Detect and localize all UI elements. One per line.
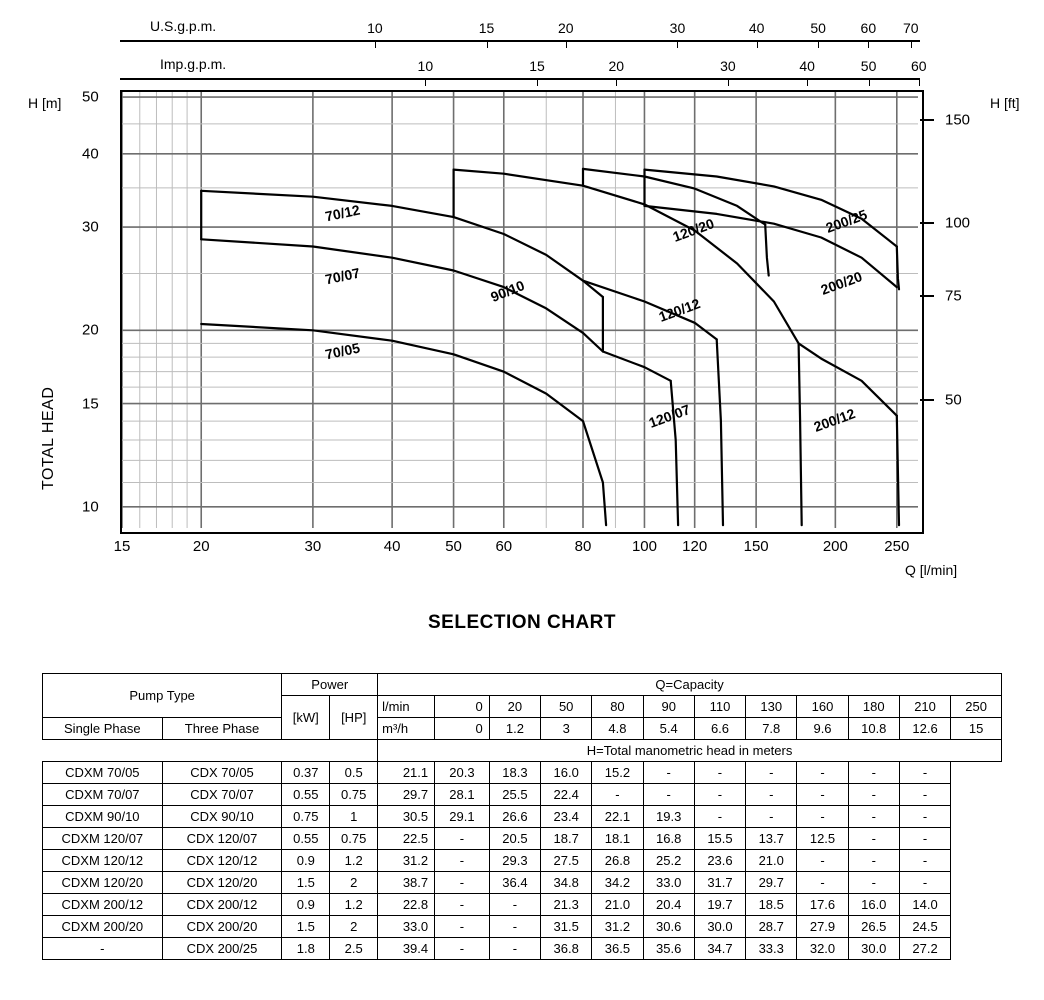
cell-three-phase: CDX 120/12 bbox=[162, 850, 282, 872]
scale-tick-label: 60 bbox=[911, 58, 927, 74]
y-tick-mark-right bbox=[920, 295, 934, 297]
scale-tick-label: 10 bbox=[367, 20, 383, 36]
scale-tick-label: 15 bbox=[478, 20, 495, 36]
y-tick-label-left: 20 bbox=[82, 321, 99, 339]
cell-head: - bbox=[643, 784, 694, 806]
capacity-m3h-value: 3 bbox=[541, 718, 592, 740]
cell-hp: 2 bbox=[330, 872, 378, 894]
us-gpm-scale-label: U.S.g.p.m. bbox=[150, 18, 217, 34]
cell-head: 18.1 bbox=[592, 828, 643, 850]
cell-head: 21.0 bbox=[746, 850, 797, 872]
y-tick-label-left: 15 bbox=[82, 395, 99, 413]
cell-head: - bbox=[435, 916, 490, 938]
capacity-lmin-value: 130 bbox=[746, 696, 797, 718]
cell-head: - bbox=[489, 938, 540, 960]
x-tick-label: 50 bbox=[445, 538, 462, 555]
cell-head: - bbox=[746, 784, 797, 806]
cell-head: 25.5 bbox=[489, 784, 540, 806]
capacity-m3h-value: 5.4 bbox=[643, 718, 694, 740]
cell-three-phase: CDX 200/25 bbox=[162, 938, 282, 960]
header-three-phase: Three Phase bbox=[162, 718, 282, 740]
cell-head: 20.5 bbox=[489, 828, 540, 850]
cell-head: 18.5 bbox=[746, 894, 797, 916]
cell-head: 28.1 bbox=[435, 784, 490, 806]
cell-head: 16.0 bbox=[848, 894, 899, 916]
x-tick-label: 200 bbox=[822, 538, 848, 555]
selection-chart-table-wrap bbox=[42, 673, 1002, 960]
table-row[interactable] bbox=[43, 850, 1002, 872]
cell-head: 38.7 bbox=[378, 872, 435, 894]
y-tick-mark-right bbox=[920, 222, 934, 224]
capacity-m3h-value: 7.8 bbox=[746, 718, 797, 740]
cell-head: 27.9 bbox=[797, 916, 848, 938]
cell-head: - bbox=[899, 828, 950, 850]
scale-tick bbox=[818, 40, 819, 48]
header-m3h: m³/h bbox=[378, 718, 435, 740]
header-single-phase: Single Phase bbox=[43, 718, 163, 740]
capacity-lmin-value: 180 bbox=[848, 696, 899, 718]
capacity-lmin-value: 20 bbox=[489, 696, 540, 718]
curve-label: 120/12 bbox=[656, 295, 703, 325]
cell-single-phase: - bbox=[43, 938, 163, 960]
cell-head: - bbox=[435, 828, 490, 850]
table-header-row-m3h bbox=[43, 718, 1002, 740]
cell-head: 34.7 bbox=[694, 938, 745, 960]
scale-tick-label: 15 bbox=[529, 58, 545, 74]
capacity-m3h-value: 0 bbox=[435, 718, 490, 740]
cell-head: - bbox=[694, 762, 745, 784]
cell-head: - bbox=[797, 850, 848, 872]
curve-label: 70/12 bbox=[323, 201, 362, 225]
cell-head: 22.4 bbox=[541, 784, 592, 806]
cell-hp: 2 bbox=[330, 916, 378, 938]
x-tick-label: 30 bbox=[304, 538, 322, 555]
cell-head: 20.4 bbox=[643, 894, 694, 916]
cell-head: 26.8 bbox=[592, 850, 643, 872]
header-kw: [kW] bbox=[282, 696, 330, 740]
scale-tick bbox=[911, 40, 912, 48]
capacity-lmin-value: 210 bbox=[899, 696, 950, 718]
imp-gpm-axis-line bbox=[120, 78, 920, 80]
curves-svg bbox=[122, 92, 918, 528]
x-tick-label: 80 bbox=[574, 538, 592, 555]
performance-curves-plot bbox=[120, 90, 924, 534]
cell-head: 15.2 bbox=[592, 762, 643, 784]
scale-tick-label: 50 bbox=[810, 20, 826, 36]
cell-head: - bbox=[848, 784, 899, 806]
cell-hp: 2.5 bbox=[330, 938, 378, 960]
scale-tick bbox=[869, 78, 870, 86]
capacity-m3h-value: 10.8 bbox=[848, 718, 899, 740]
y-tick-label-right: 50 bbox=[945, 391, 962, 408]
cell-head: 33.0 bbox=[643, 872, 694, 894]
capacity-lmin-value: 0 bbox=[435, 696, 490, 718]
scale-tick bbox=[807, 78, 808, 86]
table-row[interactable] bbox=[43, 762, 1002, 784]
cell-head: - bbox=[435, 850, 490, 872]
cell-head: 21.1 bbox=[378, 762, 435, 784]
header-pump-type: Pump Type bbox=[43, 674, 282, 718]
capacity-m3h-value: 9.6 bbox=[797, 718, 848, 740]
performance-curve bbox=[765, 225, 769, 276]
cell-head: - bbox=[848, 828, 899, 850]
cell-head: - bbox=[797, 806, 848, 828]
x-tick-label: 60 bbox=[495, 538, 513, 555]
cell-single-phase: CDXM 70/07 bbox=[43, 784, 163, 806]
cell-head: 30.0 bbox=[694, 916, 745, 938]
curve-label: 90/10 bbox=[488, 277, 527, 305]
cell-head: 34.8 bbox=[541, 872, 592, 894]
cell-head: 27.2 bbox=[899, 938, 950, 960]
imp-gpm-scale-label: Imp.g.p.m. bbox=[160, 56, 227, 72]
performance-curve bbox=[717, 339, 723, 525]
capacity-lmin-value: 50 bbox=[541, 696, 592, 718]
cell-kw: 1.5 bbox=[282, 916, 330, 938]
cell-head: 19.7 bbox=[694, 894, 745, 916]
cell-head: 26.6 bbox=[489, 806, 540, 828]
scale-tick-label: 20 bbox=[557, 20, 574, 36]
capacity-lmin-value: 90 bbox=[643, 696, 694, 718]
capacity-lmin-value: 160 bbox=[797, 696, 848, 718]
curve-label: 70/05 bbox=[323, 339, 362, 363]
table-row[interactable] bbox=[43, 784, 1002, 806]
scale-tick-label: 40 bbox=[748, 20, 765, 36]
cell-head: - bbox=[848, 850, 899, 872]
capacity-m3h-value: 1.2 bbox=[489, 718, 540, 740]
table-row[interactable] bbox=[43, 938, 1002, 960]
scale-tick-label: 60 bbox=[860, 20, 877, 36]
cell-kw: 0.9 bbox=[282, 850, 330, 872]
y-tick-label-left: 50 bbox=[82, 88, 99, 106]
scale-tick bbox=[919, 78, 920, 86]
scale-tick bbox=[425, 78, 426, 86]
x-tick-label: 100 bbox=[631, 538, 657, 555]
header-power: Power bbox=[282, 674, 378, 696]
cell-three-phase: CDX 120/07 bbox=[162, 828, 282, 850]
table-row[interactable] bbox=[43, 806, 1002, 828]
x-tick-label: 150 bbox=[743, 538, 769, 555]
cell-head: 22.8 bbox=[378, 894, 435, 916]
y-tick-label-left: 40 bbox=[82, 145, 99, 163]
cell-head: - bbox=[435, 938, 490, 960]
scale-tick-label: 40 bbox=[799, 58, 815, 74]
cell-head: 33.0 bbox=[378, 916, 435, 938]
cell-kw: 0.55 bbox=[282, 828, 330, 850]
cell-hp: 0.5 bbox=[330, 762, 378, 784]
cell-single-phase: CDXM 70/05 bbox=[43, 762, 163, 784]
cell-kw: 0.9 bbox=[282, 894, 330, 916]
performance-curve bbox=[603, 352, 671, 381]
cell-hp: 1.2 bbox=[330, 850, 378, 872]
curve-label: 200/25 bbox=[823, 206, 870, 236]
cell-head: - bbox=[797, 872, 848, 894]
cell-head: 22.1 bbox=[592, 806, 643, 828]
y-tick-label-left: 10 bbox=[82, 498, 99, 516]
y-tick-label-left: 30 bbox=[82, 218, 99, 236]
cell-head: 26.5 bbox=[848, 916, 899, 938]
cell-head: - bbox=[899, 762, 950, 784]
cell-head: 27.5 bbox=[541, 850, 592, 872]
table-row[interactable] bbox=[43, 872, 1002, 894]
scale-tick bbox=[537, 78, 538, 86]
capacity-m3h-value: 15 bbox=[951, 718, 1002, 740]
cell-head: - bbox=[435, 872, 490, 894]
scale-tick bbox=[375, 40, 376, 48]
cell-head: - bbox=[489, 894, 540, 916]
performance-curve bbox=[799, 343, 897, 415]
capacity-lmin-value: 110 bbox=[694, 696, 745, 718]
cell-head: - bbox=[435, 894, 490, 916]
scale-tick-label: 20 bbox=[608, 58, 625, 74]
scale-tick-label: 10 bbox=[417, 58, 434, 74]
cell-head: 16.0 bbox=[541, 762, 592, 784]
curve-label: 200/20 bbox=[818, 268, 865, 298]
y-tick-label-right: 75 bbox=[945, 287, 962, 305]
cell-three-phase: CDX 90/10 bbox=[162, 806, 282, 828]
cell-three-phase: CDX 70/05 bbox=[162, 762, 282, 784]
cell-head: 25.2 bbox=[643, 850, 694, 872]
cell-head: - bbox=[899, 850, 950, 872]
scale-tick bbox=[616, 78, 617, 86]
cell-head: 17.6 bbox=[797, 894, 848, 916]
cell-three-phase: CDX 120/20 bbox=[162, 872, 282, 894]
table-header-row bbox=[43, 674, 1002, 696]
capacity-m3h-value: 12.6 bbox=[899, 718, 950, 740]
cell-head: 36.8 bbox=[541, 938, 592, 960]
curve-label: 120/20 bbox=[670, 215, 717, 245]
x-tick-label: 250 bbox=[884, 538, 910, 555]
cell-head: 30.6 bbox=[643, 916, 694, 938]
y-tick-mark-right bbox=[920, 119, 934, 121]
scale-tick-label: 70 bbox=[903, 20, 919, 36]
y-tick-label-right: 100 bbox=[945, 214, 971, 232]
cell-head: - bbox=[746, 806, 797, 828]
chart-vertical-title: TOTAL HEAD bbox=[40, 386, 57, 490]
cell-head: 36.4 bbox=[489, 872, 540, 894]
cell-single-phase: CDXM 120/20 bbox=[43, 872, 163, 894]
cell-head: - bbox=[899, 806, 950, 828]
cell-head: 29.7 bbox=[746, 872, 797, 894]
cell-kw: 1.5 bbox=[282, 872, 330, 894]
cell-head: - bbox=[899, 784, 950, 806]
performance-curve bbox=[583, 169, 765, 225]
y-tick-label-right: 150 bbox=[945, 111, 971, 129]
scale-tick bbox=[868, 40, 869, 48]
cell-head: 31.7 bbox=[694, 872, 745, 894]
scale-tick-label: 50 bbox=[860, 58, 877, 74]
cell-head: - bbox=[848, 872, 899, 894]
scale-tick bbox=[728, 78, 729, 86]
cell-head: 30.5 bbox=[378, 806, 435, 828]
capacity-lmin-value: 250 bbox=[951, 696, 1002, 718]
cell-head: 18.3 bbox=[489, 762, 540, 784]
cell-single-phase: CDXM 90/10 bbox=[43, 806, 163, 828]
cell-head: 21.0 bbox=[592, 894, 643, 916]
cell-head: 24.5 bbox=[899, 916, 950, 938]
cell-three-phase: CDX 200/20 bbox=[162, 916, 282, 938]
cell-head: 12.5 bbox=[797, 828, 848, 850]
cell-hp: 0.75 bbox=[330, 784, 378, 806]
y-axis-label-left: H [m] bbox=[28, 95, 62, 111]
cell-single-phase: CDXM 120/12 bbox=[43, 850, 163, 872]
cell-head: - bbox=[694, 784, 745, 806]
cell-hp: 1 bbox=[330, 806, 378, 828]
cell-head: 31.2 bbox=[592, 916, 643, 938]
cell-three-phase: CDX 70/07 bbox=[162, 784, 282, 806]
cell-hp: 0.75 bbox=[330, 828, 378, 850]
cell-three-phase: CDX 200/12 bbox=[162, 894, 282, 916]
y-tick-mark-right bbox=[920, 399, 934, 401]
cell-head: 22.5 bbox=[378, 828, 435, 850]
cell-head: 33.3 bbox=[746, 938, 797, 960]
selection-chart-title: SELECTION CHART bbox=[428, 612, 616, 633]
scale-tick bbox=[757, 40, 758, 48]
cell-kw: 0.55 bbox=[282, 784, 330, 806]
cell-head: 31.5 bbox=[541, 916, 592, 938]
table-note-row bbox=[43, 740, 1002, 762]
cell-head: - bbox=[899, 872, 950, 894]
cell-head: 18.7 bbox=[541, 828, 592, 850]
header-hp: [HP] bbox=[330, 696, 378, 740]
cell-kw: 0.75 bbox=[282, 806, 330, 828]
cell-kw: 0.37 bbox=[282, 762, 330, 784]
scale-tick bbox=[487, 40, 488, 48]
scale-tick bbox=[566, 40, 567, 48]
header-note: H=Total manometric head in meters bbox=[378, 740, 1002, 762]
x-axis-label: Q [l/min] bbox=[905, 562, 958, 578]
cell-head: 34.2 bbox=[592, 872, 643, 894]
x-tick-label: 20 bbox=[192, 538, 210, 555]
cell-head: 29.3 bbox=[489, 850, 540, 872]
cell-head: - bbox=[694, 806, 745, 828]
cell-head: - bbox=[848, 762, 899, 784]
cell-hp: 1.2 bbox=[330, 894, 378, 916]
cell-head: 30.0 bbox=[848, 938, 899, 960]
capacity-lmin-value: 80 bbox=[592, 696, 643, 718]
cell-kw: 1.8 bbox=[282, 938, 330, 960]
cell-head: 32.0 bbox=[797, 938, 848, 960]
cell-head: 28.7 bbox=[746, 916, 797, 938]
cell-head: - bbox=[797, 784, 848, 806]
curve-label: 200/12 bbox=[811, 405, 858, 435]
table-row[interactable] bbox=[43, 894, 1002, 916]
cell-head: 13.7 bbox=[746, 828, 797, 850]
cell-single-phase: CDXM 200/12 bbox=[43, 894, 163, 916]
x-tick-label: 15 bbox=[113, 538, 131, 555]
cell-head: - bbox=[643, 762, 694, 784]
cell-head: 29.1 bbox=[435, 806, 490, 828]
performance-curve bbox=[671, 381, 678, 525]
cell-head: 31.2 bbox=[378, 850, 435, 872]
table-row[interactable] bbox=[43, 828, 1002, 850]
selection-chart-table bbox=[42, 673, 1002, 960]
table-row[interactable] bbox=[43, 916, 1002, 938]
scale-tick-label: 30 bbox=[720, 58, 736, 74]
cell-head: - bbox=[848, 806, 899, 828]
cell-head: 35.6 bbox=[643, 938, 694, 960]
curve-label: 70/07 bbox=[323, 264, 362, 288]
cell-head: - bbox=[797, 762, 848, 784]
cell-single-phase: CDXM 120/07 bbox=[43, 828, 163, 850]
scale-tick-label: 30 bbox=[669, 20, 686, 36]
cell-head: 19.3 bbox=[643, 806, 694, 828]
cell-head: 14.0 bbox=[899, 894, 950, 916]
performance-curve bbox=[454, 170, 799, 344]
cell-head: 23.6 bbox=[694, 850, 745, 872]
scale-tick bbox=[677, 40, 678, 48]
cell-head: 16.8 bbox=[643, 828, 694, 850]
capacity-m3h-value: 4.8 bbox=[592, 718, 643, 740]
capacity-m3h-value: 6.6 bbox=[694, 718, 745, 740]
performance-curve bbox=[201, 324, 606, 525]
y-axis-label-right: H [ft] bbox=[990, 95, 1020, 111]
cell-head: - bbox=[489, 916, 540, 938]
cell-head: - bbox=[592, 784, 643, 806]
cell-head: 29.7 bbox=[378, 784, 435, 806]
performance-curve bbox=[201, 239, 603, 351]
cell-head: 23.4 bbox=[541, 806, 592, 828]
us-gpm-axis-line bbox=[120, 40, 920, 42]
cell-head: 36.5 bbox=[592, 938, 643, 960]
header-capacity: Q=Capacity bbox=[378, 674, 1002, 696]
cell-single-phase: CDXM 200/20 bbox=[43, 916, 163, 938]
cell-head: 20.3 bbox=[435, 762, 490, 784]
cell-head: 39.4 bbox=[378, 938, 435, 960]
cell-head: 21.3 bbox=[541, 894, 592, 916]
cell-head: - bbox=[746, 762, 797, 784]
x-tick-label: 40 bbox=[383, 538, 401, 555]
performance-curve bbox=[799, 343, 802, 525]
curve-label: 120/07 bbox=[646, 401, 693, 431]
x-tick-label: 120 bbox=[682, 538, 708, 555]
header-lmin: l/min bbox=[378, 696, 435, 718]
cell-head: 15.5 bbox=[694, 828, 745, 850]
